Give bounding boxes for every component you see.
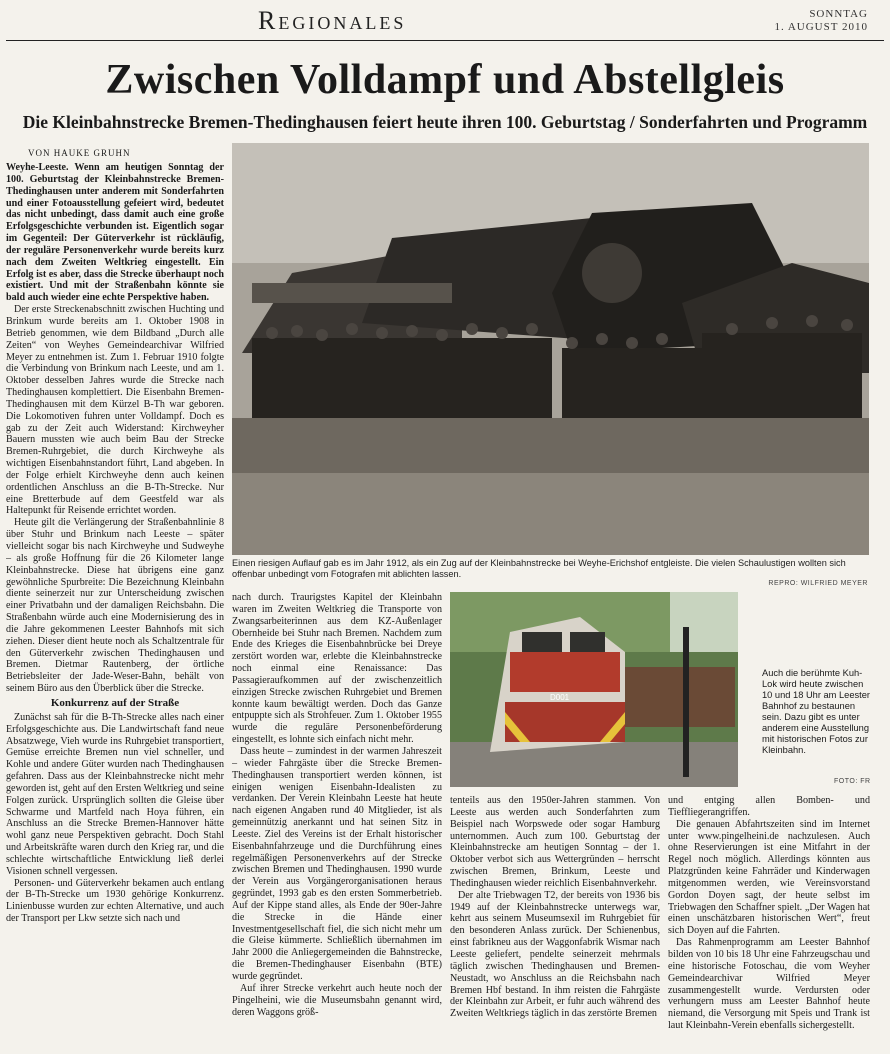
photo1-caption: Einen riesigen Auflauf gab es im Jahr 1912, als ein Zug auf der Kleinbahnstrecke bei Weyhe-Erichshof entgleiste. Die vielen Schaulustigen wollten sich offenbar unbedingt vom Fotografen mit ablichten lassen. <box>232 558 846 579</box>
article-column-2 <box>232 592 442 1048</box>
paragraph: Der alte Triebwagen T2, der bereits von 1936 bis 1949 auf der Kleinbahnstrecke unterwegs war, kehrt aus seinem Museumsexil im Ruhrgebiet für den besonderen Anlass zurück. Der Schienenbus, einst fabrikneu aus der Waggonfabrik Wismar nach Leeste geliefert, pendelte seinerzeit mehrmals täglich zwischen Thedinghausen und Bremen-Neustadt, wo Anschluss an die Reichsbahn nach Bremen Hbf bestand. In ihm reisten die Fahrgäste der Kleinbahn zur Arbeit, er fuhr auch während des Zweiten Weltkriegs täglich in das zerstörte Bremen <box>450 889 660 1020</box>
byline: VON HAUKE GRUHN <box>28 148 131 158</box>
paragraph: Die genauen Abfahrtszeiten sind im Internet unter www.pingelheini.de nachzulesen. Auch ohne Reservierungen ist eine Mitfahrt in der Regel noch möglich. Allerdings könnten aus Platzgründen keine Fahrräder und Kinderwagen mitgenommen werden, wie Vereinsvorstand Gordon Doyen sagt, der heute selbst im Triebwagen den Schaffner spielt. „Der Wagen hat einen unschätzbaren historischen Wert“, freut sich Doyen auf die Fahrten. <box>668 818 870 937</box>
paragraph: Zunächst sah für die B-Th-Strecke alles nach einer Erfolgsgeschichte aus. Die Landwirtschaft fand neue Absatzwege, Vieh wurde ins Ruhrgebiet transportiert, Gemüse erreichte Bremen nun viel schneller, und Kohle und andere Güter wurden nach Thedinghausen gefahren. Dass aus der Kleinbahnstrecke nicht mehr geworden ist, geht auf den Ersten Weltkrieg und seine Folgen zurück. Ursprünglich sollten die Gleise über Schwarme und Martfeld nach Hoya führen, ein Anschluss an die Strecke Bremen-Hannover hätte wohl ganz neue Perspektiven gebracht. Doch Stahl und Arbeitskräfte waren durch den Krieg rar, und die schlechte wirtschaftliche Entwicklung ließ derlei Visionen schnell vergessen. <box>6 711 224 877</box>
paragraph: Das Rahmenprogramm am Leester Bahnhof bilden von 10 bis 18 Uhr eine Fahrzeugschau und eine historische Fotoschau, die vom Weyher Gemeindearchivar Wilfried Meyer zusammengestellt wurde. Verdursten oder verhungern muss am Leester Bahnhof heute niemand, die Versorgung mit Speis und Trank ist laut Kleinbahn-Verein ebenfalls sichergestellt. <box>668 937 870 1032</box>
subheading: Konkurrenz auf der Straße <box>50 696 180 709</box>
article-column-1 <box>6 162 224 1048</box>
issue-date-text: 1. AUGUST 2010 <box>774 21 868 33</box>
paragraph: Personen- und Güterverkehr bekamen auch entlang der B-Th-Strecke um 1930 gehörige Konkurrenz. Linienbusse wurden zur echten Alternative, und auch der Transport per Lkw setzte sich nach und <box>6 877 224 925</box>
paragraph: nach durch. Traurigstes Kapitel der Kleinbahn waren im Zweiten Weltkrieg die Transporte von Zwangsarbeiterinnen aus dem KZ-Außenlager Obernheide bei Stuhr nach Bremen. Nachdem zum Ende des Krieges die Eisenbahnbrücke bei Dreye zerstört worden war, erlebte die Kleinbahnstrecke noch einmal eine Renaissance: Das Passagieraufkommen auf der zwischenzeitlich einzigen Strecke zwischen Ruhrgebiet und Bremen konnte kaum bewältigt werden. Doch das Ganze entpuppte sich als Strohfeuer. Zum 1. Oktober 1955 wurde die reguläre Personenbeförderung eingestellt, es lohnte sich einfach nicht mehr. <box>232 592 442 746</box>
paragraph: Dass heute – zumindest in der warmen Jahreszeit – wieder Fahrgäste über die Strecke Bremen-Thedinghausen transportiert werden können, ist einigen wenigen Eisenbahn-Idealisten zu verdanken. Der Verein Kleinbahn Leeste hat heute nach eigenen Angaben rund 40 Mitglieder, ist als gemeinnützig anerkannt und hat seinen Sitz in Leeste. Ziel des Vereins ist der Erhalt historischer Eisenbahnfahrzeuge und die Durchführung eines regelmäßigen Personenverkehrs auf der Strecke zwischen Bremen und Thedinghausen. 1990 wurde der Verein aus Vorgängerorganisationen heraus gegründet, 1993 gab es den ersten Sommerbetrieb. Auf der Kippe stand alles, als Ende der 90er-Jahre die Strecke in die Hände einer Investmentgesellschaft fiel, die sich nicht mehr um die Gleise kümmerte. Schließlich übernahmen im Jahr 2000 die Anliegergemeinden die Bahnstrecke, die Bremen-Thedinghauser Eisenbahn (BTE) wurde gegründet. <box>232 745 442 982</box>
derailment-photo-image <box>232 143 869 555</box>
photo2-caption: Auch die berühmte Kuh-Lok wird heute zwischen 10 und 18 Uhr am Leester Bahnhof zu bestaunen sein. Dazu gibt es unter anderem eine Ausstellung mit historischen Fotos zur Kleinbahn. <box>762 668 871 755</box>
article-column-4 <box>668 795 870 1048</box>
paragraph: Heute gilt die Verlängerung der Straßenbahnlinie 8 über Stuhr und Brinkum nach Leeste – später vielleicht sogar bis nach Kirchweyhe und Sudweyhe – als große Hoffnung für die 26 Kilometer lange Kleinbahnstrecke. Diese hat übrigens eine ganz gewöhnliche Spurbreite: Die Bezeichnung Kleinbahn diente seinerzeit nur zur Unterscheidung zwischen einer Privatbahn und der damaligen Reichsbahn. Die Straßenbahn würde auch eine Modernisierung des in die Jahre gekommenen Leester Bahnhofs mit sich ziehen. Dieser dient heute noch als Schaltzentrale für den Güterverkehr zwischen Thedinghausen und Bremen. Dietmar Rautenberg, der örtliche Betriebsleiter der Jade-Weser-Bahn, behält von seinem Büro aus den Überblick über die Strecke. <box>6 517 224 695</box>
loco-number: D001 <box>550 693 570 702</box>
paragraph: tenteils aus den 1950er-Jahren stammen. Von Leeste aus werden auch Sonderfahrten zum Beispiel nach Worpswede oder sogar Hamburg unternommen. Auch zum 100. Geburtstag der Kleinbahnstrecke am heutigen Sonntag – der 1. Oktober verbot sich aus Wettergründen – herrscht zwischen Bremen, Brinkum, Leeste und Thedinghausen wieder reichlich Eisenbahnverkehr. <box>450 795 660 889</box>
section-title: Regionales <box>258 6 407 35</box>
subheadline: Die Kleinbahnstrecke Bremen-Thedinghausen feiert heute ihren 100. Geburtstag / Sonderfahrten und Programm <box>22 112 868 132</box>
derailment-photo <box>232 143 869 555</box>
lead-paragraph: Weyhe-Leeste. Wenn am heutigen Sonntag der 100. Geburtstag der Kleinbahnstrecke Bremen-Thedinghausen unter anderem mit Sonderfahrten und einer Fotoausstellung gefeiert wird, bedeutet das nicht unbedingt, dass damit auch eine große Erfolgsgeschichte verbunden ist. Eigentlich sogar im Gegenteil: Der Güterverkehr ist rückläufig, der reguläre Personenverkehr wurde bereits kurz nach dem Zweiten Weltkrieg eingestellt. Ein Erfolg ist es aber, dass die Strecke überhaupt noch existiert. Und mit der Straßenbahn könnte sie bald auch wieder eine echte Perspektive haben. <box>6 162 224 304</box>
article-column-3 <box>450 795 660 1048</box>
paragraph: Der erste Streckenabschnitt zwischen Huchting und Brinkum wurde bereits am 1. Oktober 1908 in Betrieb genommen, wie dem Bildband „Durch alle Zeiten“ von Weyhes Gemeindearchivar Wilfried Meyer zu entnehmen ist. Zum 1. Februar 1910 folgte die Verbindung von Brinkum nach Leeste, und am 1. Oktober desselben Jahres wurde die Strecke nach Thedinghausen komplettiert. Die Eisenbahn Bremen-Thedinghausen mit dem Kürzel B-Th war geboren. Die Lokomotiven fuhren unter Volldampf. Doch es gab zu der Zeit auch Widerstand: Kirchweyher Bauern mussten wie auch beim Bau der Strecke Bremen-Ruhrgebiet, die durch Kirchweyhe als wichtigen Eisenbahnstandort führt, Land abgeben. In der Folge erhielt Kirchweyhe denn auch keinen ordentlichen Anschluss an die B-Th-Strecke. Nur eine Bretterbude auf dem Geestfeld war als Haltepunkt für Reisende errichtet worden. <box>6 304 224 517</box>
issue-date <box>774 8 868 34</box>
kuh-lok-photo-image <box>450 592 738 787</box>
paragraph: Auf ihrer Strecke verkehrt auch heute noch der Pingelheini, wie die Museumsbahn genannt wird, deren Waggons größ- <box>232 982 442 1018</box>
kuh-lok-photo <box>450 592 738 787</box>
issue-day: SONNTAG <box>809 8 868 20</box>
headline: Zwischen Volldampf und Abstellgleis <box>105 57 785 103</box>
photo2-credit: FOTO: FR <box>834 778 871 785</box>
photo1-credit: REPRO: WILFRIED MEYER <box>768 580 868 587</box>
masthead-rule <box>6 40 884 41</box>
paragraph: und entging allen Bomben- und Tieffliegerangriffen. <box>668 795 870 818</box>
